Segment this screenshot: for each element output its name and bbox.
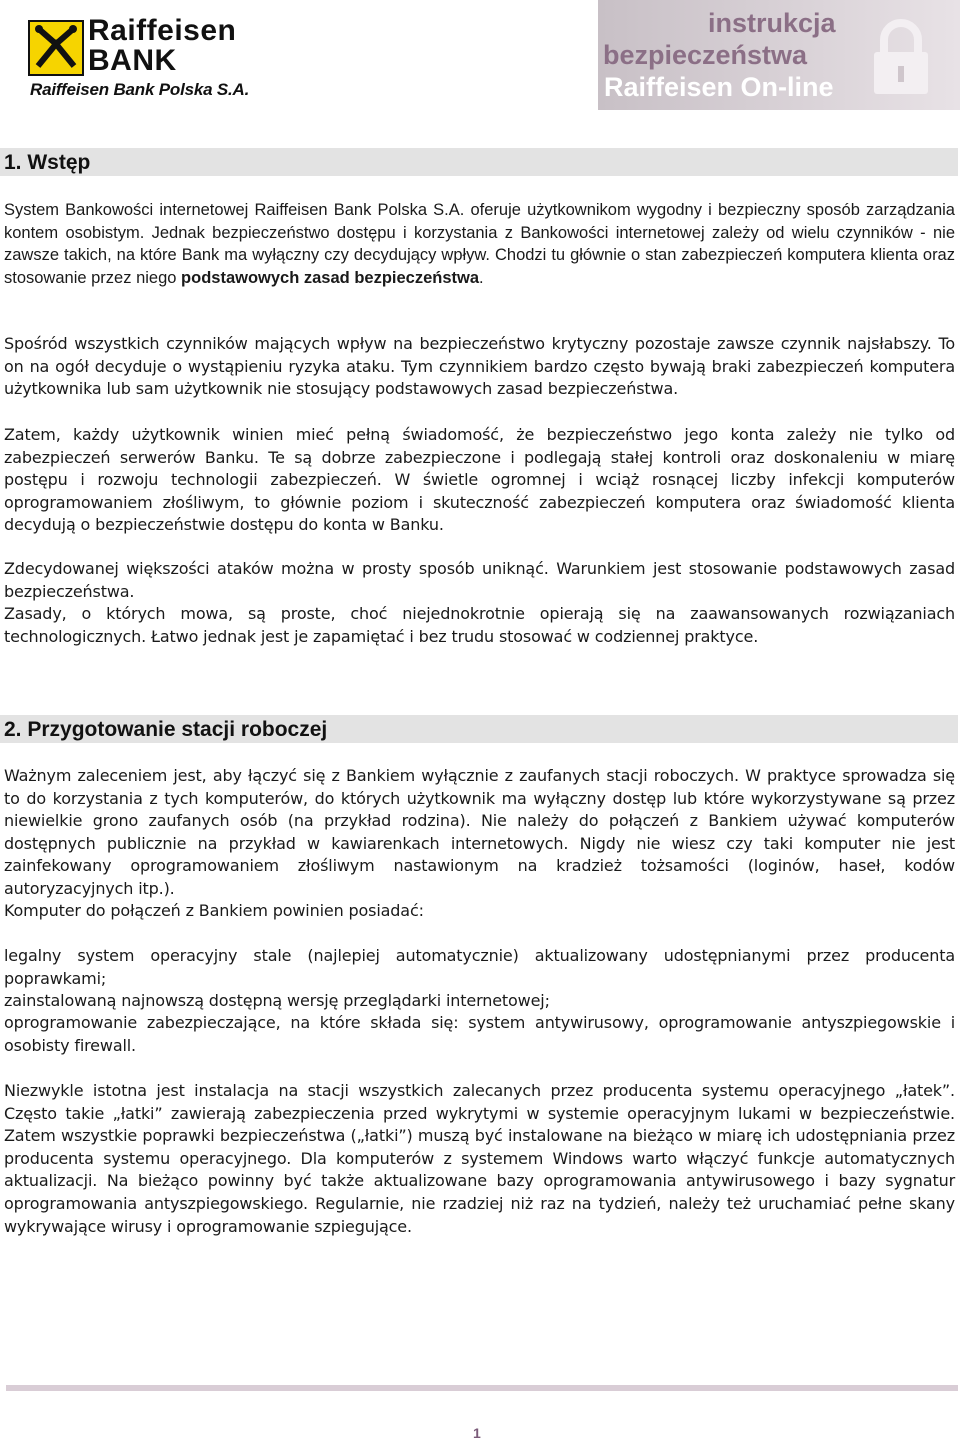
- requirement-item-1: legalny system operacyjny stale (najlepiej automatycznie) aktualizowany udostępnianymi przez producenta poprawkami;: [4, 946, 955, 988]
- bold-phrase: podstawowych zasad bezpieczeństwa: [181, 268, 480, 287]
- requirement-item-2: zainstalowaną najnowszą dostępną wersję przeglądarki internetowej;: [4, 991, 550, 1010]
- intro-paragraph-1: [4, 199, 955, 289]
- bank-name-line1: Raiffeisen: [88, 14, 237, 47]
- paragraph-text: System Bankowości internetowej Raiffeisen Bank Polska S.A. oferuje użytkownikom wygodny i bezpieczny sposób zarządzania kontem osobistym. Jednak bezpieczeństwo dostępu i korzystania z Bankowości internetowej zależy od wielu czynników - nie zawsze takich, na które Bank ma wyłączny czy decydujący wpływ. Chodzi tu głównie o stan zabezpieczeń komputera klienta oraz stosowanie przez niego: [4, 201, 955, 287]
- raiffeisen-logo: [28, 20, 84, 76]
- padlock-icon: [870, 18, 932, 96]
- footer-divider: [6, 1385, 958, 1391]
- paragraph-end: .: [479, 268, 484, 287]
- security-banner: [598, 0, 960, 110]
- workstation-paragraph-3: Niezwykle istotna jest instalacja na stacji wszystkich zalecanych przez producenta systemu operacyjnego „łatek”. Często takie „łatki” zawierają zabezpieczenia przed wykrytymi w systemie operacyjnym lukami w bezpieczeństwie. Zatem wszystkie poprawki bezpieczeństwa („łatki”) muszą być instalowane na bieżąco w miarę ich udostępniania przez producenta systemu operacyjnego. Dla komputerów z systemem Windows warto włączyć funkcje automatycznych aktualizacji. Na bieżąco powinny być także aktualizowane bazy oprogramowania antywirusowego i bazy sygnatur oprogramowania antyszpiegowskiego. Regularnie, nie rzadziej niż raz na tydzień, należy też uruchamiać pełne skany wykrywające wirusy i oprogramowanie szpiegujące.: [4, 1081, 955, 1236]
- requirement-item-3: oprogramowanie zabezpieczające, na które składa się: system antywirusowy, oprogramowanie antyszpiegowskie i osobisty firewall.: [4, 1013, 955, 1055]
- intro-paragraph-3: Zatem, każdy użytkownik winien mieć pełną świadomość, że bezpieczeństwo jego konta zależy nie tylko od zabezpieczeń serwerów Banku. Te są dobrze zabezpieczone i podlegają stałej kontroli oraz doskonaleniu w miarę postępu i rozwoju technologii zabezpieczeń. W świetle ogromnej i wciąż rosnącej liczby infekcji komputerów oprogramowaniem złośliwym, to głównie poziom i skuteczność zabezpieczeń komputera oraz świadomość klienta decydują o bezpieczeństwie dostępu do konta w Banku.: [4, 425, 955, 535]
- bank-full-name: Raiffeisen Bank Polska S.A.: [30, 80, 250, 99]
- banner-line1: instrukcja: [708, 8, 836, 38]
- intro-paragraph-5: Zasady, o których mowa, są proste, choć niejednokrotnie opierają się na zaawansowanych rozwiązaniach technologicznych. Łatwo jednak jest je zapamiętać i bez trudu stosować w codziennej praktyce.: [4, 604, 955, 646]
- section-title: 1. Wstęp: [4, 151, 91, 174]
- workstation-paragraph-1: Ważnym zaleceniem jest, aby łączyć się z Bankiem wyłącznie z zaufanych stacji roboczych. W praktyce sprowadza się to do korzystania z tych komputerów, do których użytkownik ma wyłączny dostęp lub które wykorzystywane są przez niewielkie grono zaufanych osób (na przykład rodzina). Nie należy do połączeń z Bankiem używać komputerów dostępnych publicznie na przykład w kawiarenkach internetowych. Nigdy nie wiesz czy taki komputer nie jest zainfekowany oprogramowaniem złośliwym nastawionym na kradzież tożsamości (loginów, haseł, kodów autoryzacyjnych itp.).: [4, 766, 955, 898]
- document-header: [0, 0, 960, 125]
- banner-line2: bezpieczeństwa: [603, 40, 808, 70]
- workstation-paragraph-2: Komputer do połączeń z Bankiem powinien posiadać:: [4, 901, 424, 920]
- section-title: 2. Przygotowanie stacji roboczej: [4, 718, 328, 741]
- section-heading-intro: [0, 148, 958, 176]
- intro-paragraph-4: Zdecydowanej większości ataków można w prosty sposób uniknąć. Warunkiem jest stosowanie podstawowych zasad bezpieczeństwa.: [4, 559, 955, 601]
- intro-paragraph-2: Spośród wszystkich czynników mających wpływ na bezpieczeństwo krytyczny pozostaje zawsze czynnik najsłabszy. To on na ogół decyduje o wystąpieniu ryzyka ataku. Tym czynnikiem bardzo często bywają braki zabezpieczeń komputera użytkownika lub sam użytkownik nie stosujący podstawowych zasad bezpieczeństwa.: [4, 334, 955, 399]
- bank-name-line2: BANK: [88, 44, 177, 77]
- page-number: 1: [473, 1425, 481, 1441]
- banner-line3: Raiffeisen On-line: [604, 72, 834, 102]
- section-heading-workstation: [0, 715, 958, 743]
- crossed-horse-heads-icon: [30, 22, 82, 74]
